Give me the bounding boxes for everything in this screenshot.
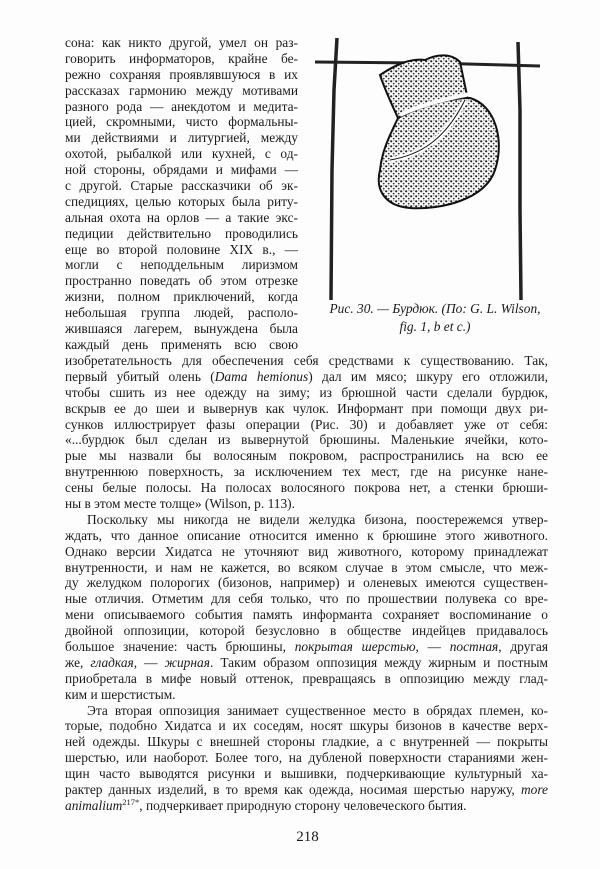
caption-line: fig. 1, b et c.): [399, 319, 471, 334]
text-segment: Эта вторая оппозиция занимает существенное место в обрядах племен, ко-: [87, 702, 548, 718]
text-segment: приобретала в мифе новый оттенок, превращаясь в оппозицию между глад-: [65, 670, 548, 686]
text-line: [65, 130, 298, 146]
text-column-left: [65, 35, 298, 353]
text-line: [65, 114, 298, 130]
text-line: [65, 623, 548, 639]
pole-right: [518, 42, 521, 300]
text-segment: небольшая группа людей, располо-: [65, 305, 298, 321]
text-segment: первый убитый олень (: [65, 368, 215, 384]
text-line: [65, 575, 548, 591]
text-line: [65, 289, 298, 305]
caption-line: Рис. 30. — Бурдюк. (По: G. L. Wilson,: [329, 301, 541, 316]
text-segment: могли с неподдельным лиризмом: [65, 257, 298, 273]
text-line: [65, 257, 298, 273]
text-line: [65, 591, 548, 607]
text-segment: рые мы назвали бы волосяным покровом, распространились на всю ее: [65, 448, 548, 464]
text-line: [65, 607, 548, 623]
text-segment: разного рода — анекдотом и медита-: [65, 98, 298, 114]
text-segment: ким и шерстистым.: [65, 686, 176, 702]
text-line: [65, 67, 298, 83]
text-segment: сунков иллюстрирует фазы операции (Рис. 30) и добавляет уже от себя:: [65, 416, 548, 432]
text-segment: цией, скромными, чисто формальны-: [65, 114, 298, 130]
text-segment: режно сохраняя проявлявшуюся в их: [65, 66, 298, 82]
text-segment: щин часто выводятся рисунки и вышивки, подчеркивающие культурный ха-: [65, 766, 548, 782]
text-line: [65, 734, 548, 750]
figure-caption: [305, 300, 565, 336]
text-line: [65, 178, 298, 194]
text-line: [65, 385, 548, 401]
text-line: [65, 798, 548, 814]
text-segment: изобретательность для обеспечения себя средствами к существованию. Так,: [65, 353, 548, 368]
text-segment: ны в этом месте толще» (Wilson, p. 113).: [65, 496, 295, 512]
text-line: [65, 782, 548, 798]
text-segment: , другая: [498, 639, 548, 655]
text-line: [65, 305, 298, 321]
text-segment: пространно поведать об этом отрезке: [65, 273, 298, 289]
italic-text: Dama hemionus: [214, 368, 309, 384]
text-segment: внутренности, и нам не кажется, во всяком случае в этом смысле, что меж-: [65, 559, 548, 575]
text-segment: педиции действительно проводились: [65, 225, 298, 241]
text-line: [65, 528, 548, 544]
text-line: [65, 417, 548, 433]
text-segment: ждать, что данное описание относится именно к брюшине этого животного.: [65, 527, 548, 543]
text-segment: рассказах гармонию между мотивами: [65, 82, 298, 98]
text-segment: альная охота на орлов — а такие экс-: [65, 209, 298, 225]
text-line: [65, 273, 298, 289]
text-segment: мени описываемого события память информанта сохраняет воспоминание о: [65, 607, 548, 623]
italic-text: постная: [449, 639, 499, 655]
figure-30-bag-illustration: [310, 30, 560, 305]
text-line: [65, 687, 548, 703]
text-line: [65, 544, 548, 560]
text-segment: сона: как никто другой, умел он раз-: [65, 35, 298, 50]
text-line: [65, 718, 548, 734]
text-segment: говорить информаторов, крайне бе-: [65, 50, 298, 66]
text-segment: жизни, полном приключений, когда: [65, 289, 298, 305]
text-segment: , подчеркивает природную сторону человеческого бытия.: [139, 797, 467, 813]
text-line: [65, 321, 298, 337]
italic-text: more: [520, 782, 548, 798]
text-segment: же,: [65, 654, 91, 670]
text-line: [65, 432, 548, 448]
text-body: [65, 353, 548, 814]
pole-left: [331, 38, 337, 300]
text-line: [65, 35, 298, 51]
text-line: [65, 242, 298, 258]
text-line: [65, 671, 548, 687]
text-segment: ду желудком полорогих (бизонов, например) и оленевых имеются существен-: [65, 575, 548, 591]
text-segment: , —: [133, 654, 165, 670]
page-number: 218: [296, 829, 319, 845]
text-line: [65, 226, 298, 242]
italic-text: покрытая шерстью: [294, 639, 416, 655]
text-segment: чтобы сшить из нее одежду на зиму; из брюшной части сделали бурдюк,: [65, 384, 548, 400]
text-segment: Поскольку мы никогда не видели желудка бизона, поостережемся утвер-: [87, 511, 548, 527]
text-segment: ми действиями и литургией, между: [65, 130, 298, 146]
text-segment: спедициях, целью которых была риту-: [65, 193, 298, 209]
text-line: [65, 639, 548, 655]
text-segment: сены белые полосы. На полосах волосяного покрова нет, а стенки брюши-: [65, 480, 548, 496]
text-segment: ной стороны, обрядами и мифами —: [65, 162, 298, 178]
text-line: [65, 703, 548, 719]
text-segment: каждый день применять всю свою: [65, 336, 298, 352]
text-segment: ные отличия. Отметим для себя только, что по прошествии полувека со вре-: [65, 591, 548, 607]
italic-text: гладкая: [90, 654, 134, 670]
text-segment: . Таким образом оппозиция между жирным и постным: [209, 654, 548, 670]
footnote-marker: 217*: [122, 796, 140, 807]
text-line: [65, 353, 548, 369]
text-segment: ней одежды. Шкуры с внешней стороны гладкие, а с внутренней — покрыты: [65, 734, 548, 750]
text-segment: охотой, рыбалкой или кухней, с од-: [65, 146, 298, 162]
text-segment: двойной оппозиции, которой безусловно в обществе индейцев придавалось: [65, 623, 548, 639]
text-segment: еще во второй половине XIX в., —: [65, 241, 298, 257]
text-line: [65, 512, 548, 528]
text-line: [65, 560, 548, 576]
text-segment: , —: [415, 639, 450, 655]
italic-text: жирная: [164, 654, 210, 670]
text-segment: вскрыв ее до шеи и вывернув как чулок. Информант при помощи двух ри-: [65, 400, 548, 416]
text-line: [65, 99, 298, 115]
italic-text: animalium: [65, 797, 123, 813]
text-segment: внутреннюю поверхность, за исключением тех мест, где на рисунке нане-: [65, 464, 548, 480]
text-line: [65, 750, 548, 766]
text-segment: ) дал им мясо; шкуру его отложили,: [308, 368, 549, 384]
text-line: [65, 51, 298, 67]
text-line: [65, 194, 298, 210]
text-segment: торые, подобно Хидатса и их соседям, носят шкуры бизонов в качестве верх-: [65, 718, 548, 734]
text-segment: Однако версии Хидатса не уточняют вид животного, которому принадлежат: [65, 543, 548, 559]
text-line: [65, 337, 298, 353]
text-line: [65, 369, 548, 385]
text-line: [65, 146, 298, 162]
text-segment: жившаяся лагерем, вынуждена была: [65, 321, 298, 337]
text-segment: «...бурдюк был сделан из вывернутой брюшины. Маленькие ячейки, кото-: [65, 432, 548, 448]
text-line: [65, 401, 548, 417]
text-segment: рактер данных изделий, в то время как одежда, носимая шерстью наружу,: [65, 782, 521, 798]
text-line: [65, 655, 548, 671]
text-segment: шерстью, или наоборот. Более того, на дубленой поверхности стараниями жен-: [65, 750, 548, 766]
text-line: [65, 162, 298, 178]
text-segment: с другой. Старые рассказчики об эк-: [65, 178, 298, 194]
text-line: [65, 496, 548, 512]
text-line: [65, 448, 548, 464]
text-line: [65, 210, 298, 226]
text-segment: большое значение: часть брюшины,: [65, 639, 295, 655]
text-line: [65, 766, 548, 782]
text-line: [65, 464, 548, 480]
text-line: [65, 480, 548, 496]
text-line: [65, 83, 298, 99]
